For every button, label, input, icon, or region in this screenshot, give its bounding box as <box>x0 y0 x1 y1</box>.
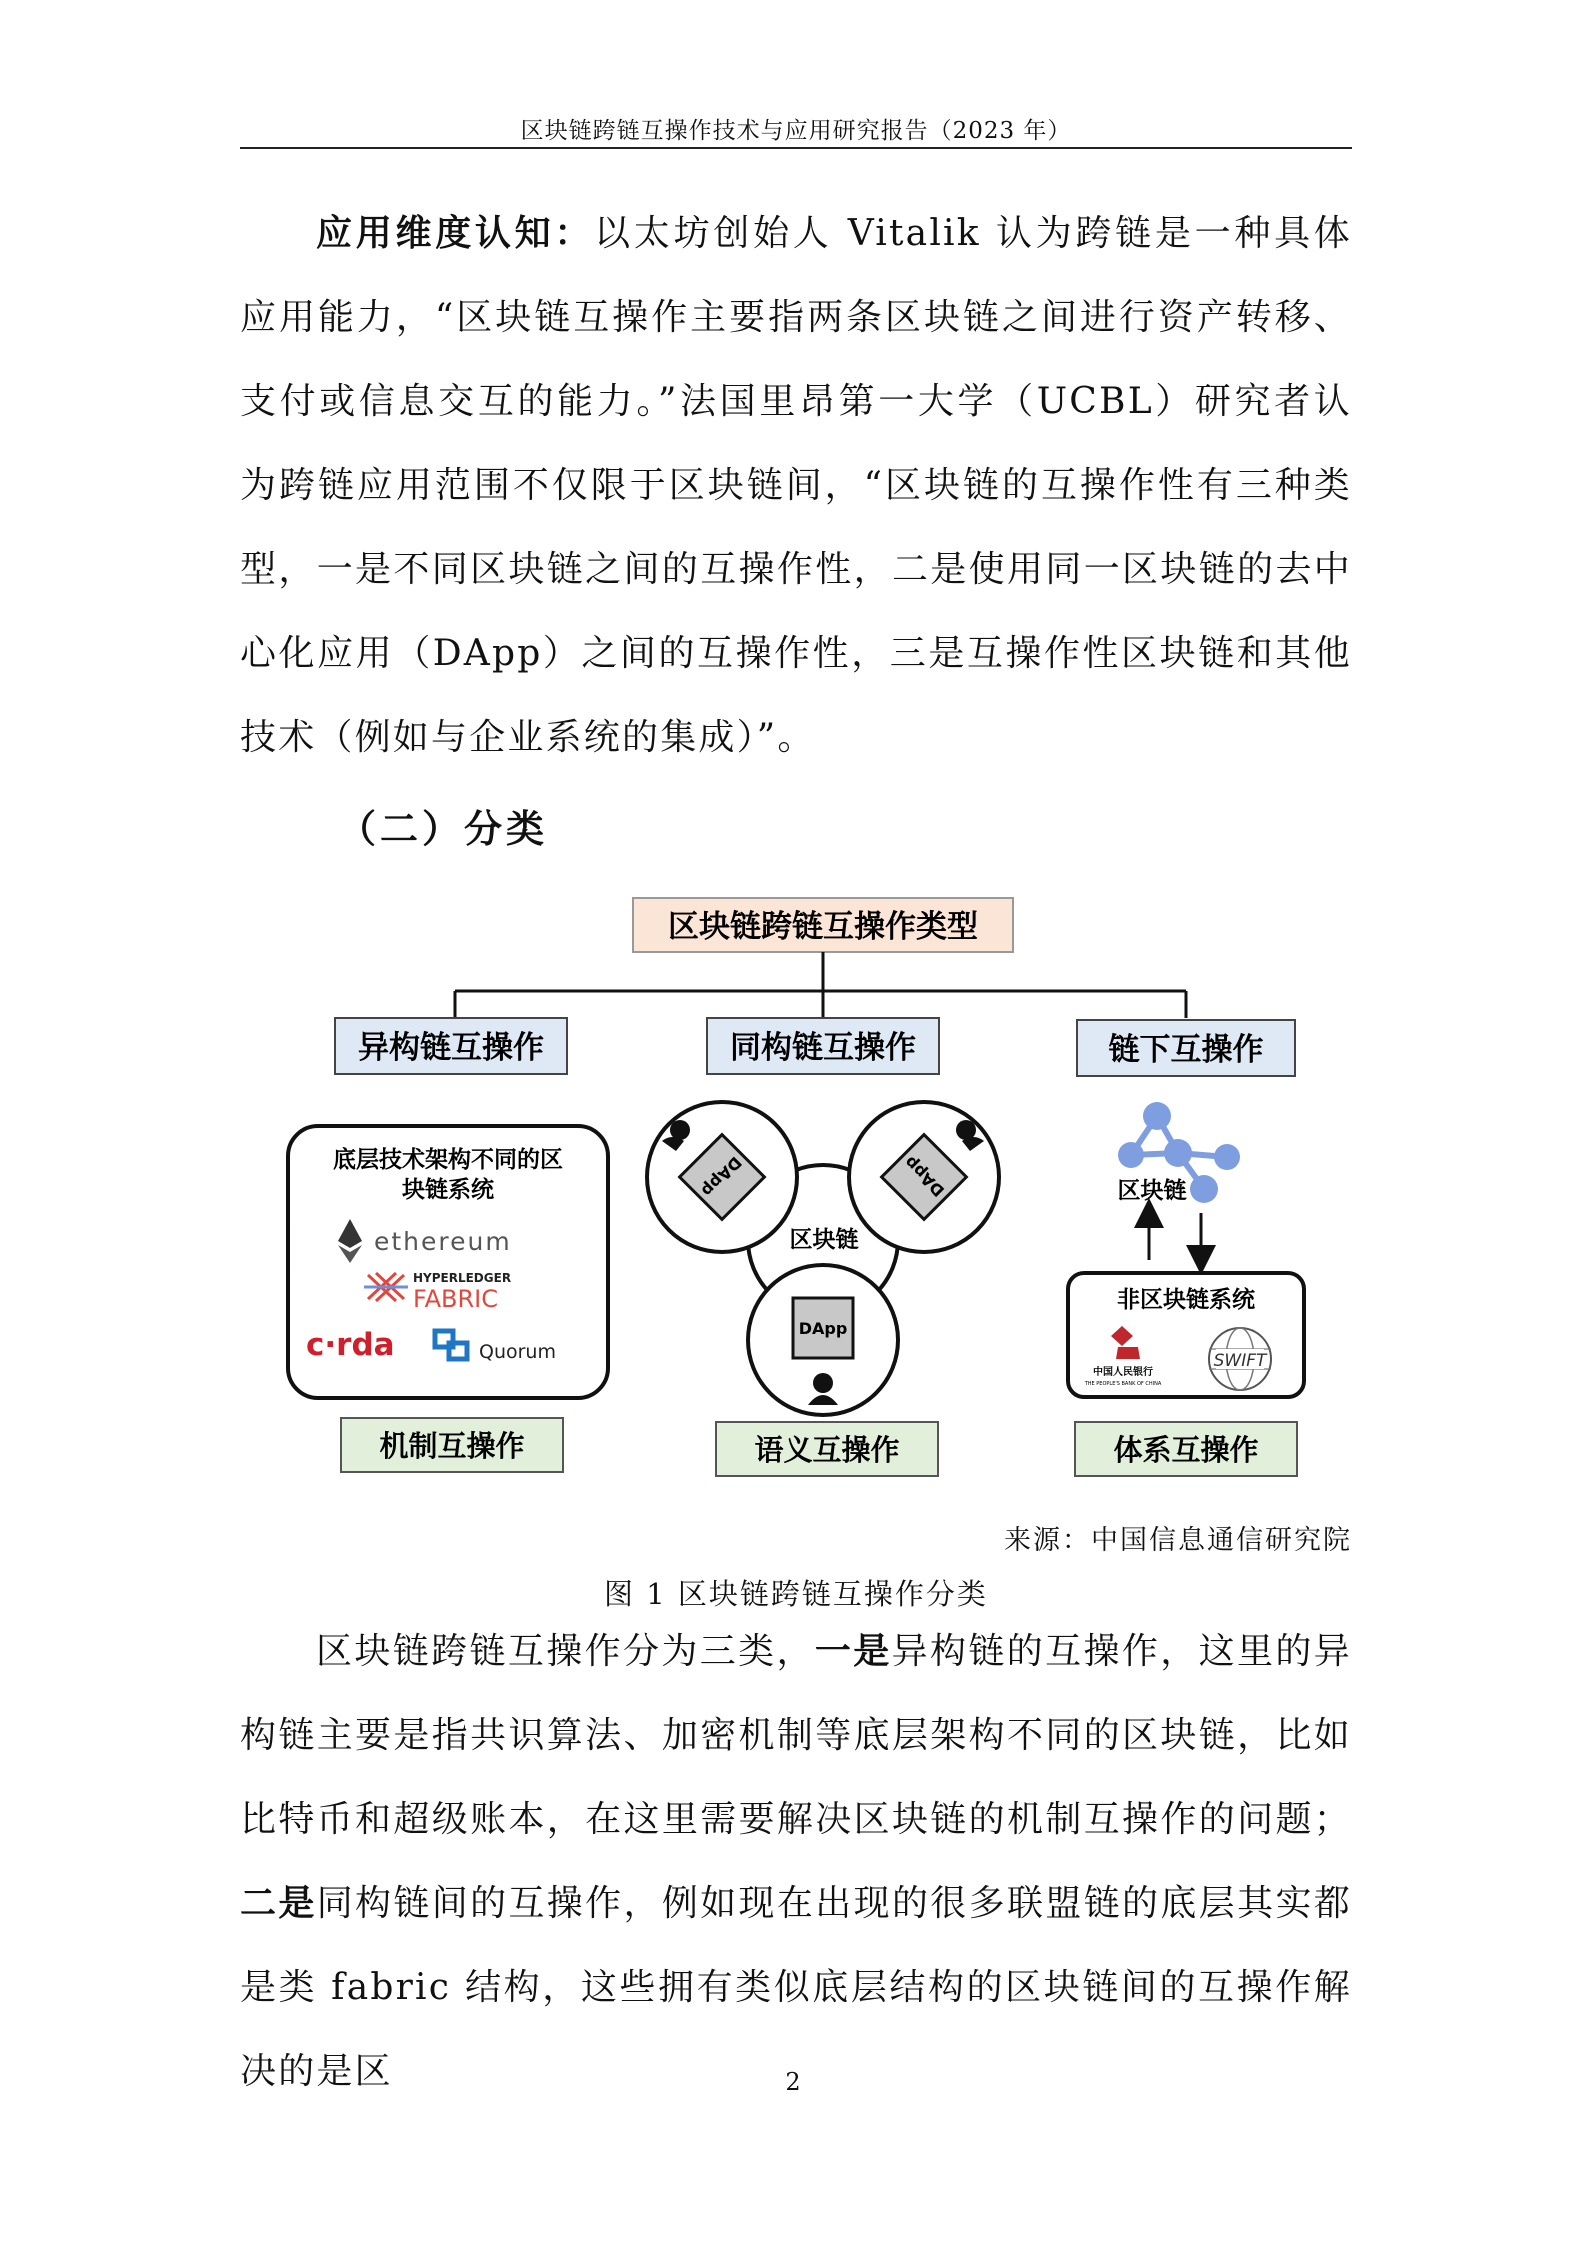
page-number: 2 <box>785 2068 801 2096</box>
hyperledger-wordmark: HYPERLEDGER <box>413 1271 512 1285</box>
first-emphasis: 一是 <box>814 1631 892 1672</box>
tree-connectors <box>455 952 1186 1018</box>
paragraph-application-view <box>240 192 1352 780</box>
right-chain-label: 区块链 <box>1117 1178 1187 1204</box>
corda-logo: c·rda <box>306 1327 395 1363</box>
root-title: 区块链跨链互操作类型 <box>668 909 978 945</box>
pboc-english: THE PEOPLE'S BANK OF CHINA <box>1084 1381 1162 1387</box>
fabric-wordmark: FABRIC <box>413 1285 498 1313</box>
middle-bottom-label: 语义互操作 <box>754 1433 900 1467</box>
left-box-text-line2: 块链系统 <box>402 1177 494 1203</box>
right-bottom-label: 体系互操作 <box>1113 1433 1259 1467</box>
second-emphasis: 二是 <box>240 1883 317 1924</box>
left-title: 异构链互操作 <box>358 1030 544 1066</box>
non-blockchain-title: 非区块链系统 <box>1117 1287 1255 1313</box>
section-heading: （二）分类 <box>338 807 549 851</box>
pboc-name: 中国人民银行 <box>1093 1367 1153 1378</box>
right-title: 链下互操作 <box>1108 1032 1264 1068</box>
paragraph-text: 以太坊创始人 Vitalik 认为跨链是一种具体应用能力，“区块链互操作主要指两条区块链之间进行资产转移、支付或信息交互的能力。”法国里昂第一大学（UCBL）研究者认为跨链应用范围不仅限于区块链间，“区块链的互操作性有三种类型，一是不同区块链之间的互操作性，二是使用同一区块链的去中心化应用（DApp）之间的互操作性，三是互操作性区块链和其他技术（例如与企业系统的集成）”。 <box>240 213 1352 758</box>
paragraph-part-1: 区块链跨链互操作分为三类， <box>316 1631 815 1672</box>
left-box-text-line1: 底层技术架构不同的区 <box>333 1147 563 1173</box>
middle-title: 同构链互操作 <box>730 1030 916 1066</box>
center-chain-label: 区块链 <box>789 1227 859 1253</box>
paragraph-part-3: 同构链间的互操作，例如现在出现的很多联盟链的底层其实都是类 fabric 结构，这些拥有类似底层结构的区块链间的互操作解决的是区 <box>240 1883 1352 2092</box>
dapp-label-left: DApp <box>697 1152 746 1201</box>
quorum-wordmark: Quorum <box>479 1341 556 1363</box>
swift-wordmark: SWIFT <box>1213 1351 1267 1371</box>
paragraph-classification <box>240 1610 1352 2114</box>
paragraph-lead: 应用维度认知： <box>316 213 595 254</box>
paragraph-part-2: 异构链的互操作，这里的异构链主要是指共识算法、加密机制等底层架构不同的区块链，比如比特币和超级账本，在这里需要解决区块链的机制互操作的问题； <box>240 1631 1352 1840</box>
page-header-title: 区块链跨链互操作技术与应用研究报告（2023 年） <box>520 118 1072 144</box>
figure-source: 来源：中国信息通信研究院 <box>1004 1525 1352 1556</box>
left-bottom-label: 机制互操作 <box>379 1429 525 1463</box>
dapp-label-bottom: DApp <box>798 1319 848 1338</box>
figure-caption: 图 1 区块链跨链互操作分类 <box>604 1577 988 1611</box>
dapp-label-right: DApp <box>900 1152 949 1201</box>
header-divider <box>240 147 1352 149</box>
homogeneous-chain-diagram <box>647 1102 999 1415</box>
classification-figure <box>280 895 1310 1490</box>
ethereum-wordmark: ethereum <box>374 1227 512 1256</box>
